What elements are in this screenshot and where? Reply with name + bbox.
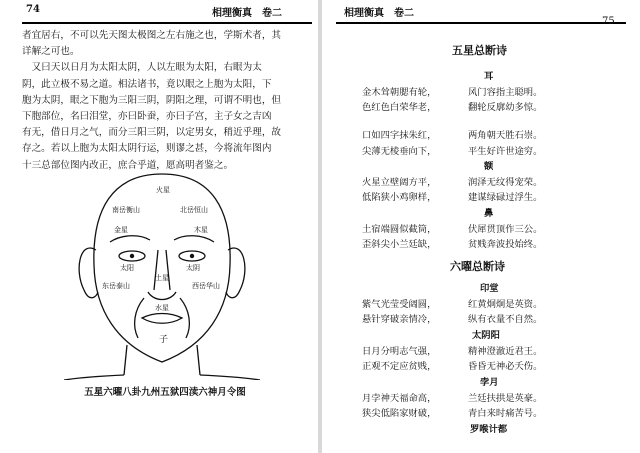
header-rule-right	[336, 22, 626, 24]
page-number-right: 75	[602, 16, 615, 27]
label-brow-left: 金星	[114, 226, 128, 234]
label-eye-right: 太阴	[186, 264, 200, 272]
subheading: 太阴阳	[472, 330, 500, 341]
verse-line: 紫气光莹受阔圆，	[362, 299, 437, 310]
brow-left	[110, 236, 150, 242]
verse-line: 翻轮反廓幼多惊。	[468, 102, 543, 113]
verse-line: 土宿端圆似截筒，	[362, 224, 437, 235]
subheading: 额	[484, 161, 494, 172]
page-number-left: 74	[26, 4, 40, 15]
verse-line: 正观不定应贫贱，	[362, 361, 437, 372]
right-page	[322, 0, 640, 453]
head-outline	[94, 174, 230, 362]
subheading: 孛月	[480, 377, 499, 388]
subheading: 耳	[484, 71, 494, 82]
text-line: 十三总部位图内改正，庶合乎道，愿高明者鉴之。	[22, 159, 234, 171]
label-top: 火星	[156, 186, 170, 194]
subheading: 印堂	[480, 283, 499, 294]
label-cheek-right: 西岳华山	[192, 282, 220, 290]
subheading: 鼻	[484, 208, 494, 219]
verse-line: 尖薄无棱垂向下，	[362, 146, 437, 157]
verse-line: 青白来时痛苦号。	[468, 408, 543, 419]
section-title-five-stars: 五星总断诗	[452, 44, 507, 57]
verse-line: 金木耸朝腮有轮，	[362, 87, 437, 98]
nose-ridge	[154, 250, 170, 290]
verse-line: 红黄炯炯是英资。	[468, 299, 543, 310]
verse-line: 兰廷扶拱是英豪。	[468, 393, 543, 404]
pupil-right	[190, 254, 194, 258]
pupil-left	[130, 254, 134, 258]
brow-right	[174, 236, 214, 242]
verse-line: 平生好许世途穷。	[468, 146, 543, 157]
text-line: 阴，此立极不易之道。相法诸书，竟以眼之上胞为太阳，下	[22, 78, 272, 90]
header-rule-left	[22, 22, 312, 24]
text-line: 又曰天以日月为太阳太阴，人以左眼为太阳，右眼为太	[22, 62, 262, 74]
running-head-left: 相理衡真 卷二	[212, 8, 282, 19]
section-title-six-luminaries: 六曜总断诗	[450, 260, 505, 273]
face-diagram	[62, 170, 262, 380]
verse-line: 狭尖低陷家财破，	[362, 408, 437, 419]
text-line: 存之。若以上胞为太阳太阴行运，则谬之甚，今将流年图内	[22, 143, 272, 155]
running-head-right: 相理衡真 卷二	[344, 8, 414, 19]
verse-line: 月孛神天福命高，	[362, 393, 437, 404]
text-line: 胞为太阴，眼之下胞为三阳三阴，阴阳之理，可谓不明也，但	[22, 94, 282, 106]
verse-line: 低陷狭小鸡卵样，	[362, 192, 437, 203]
verse-line: 色红色白荣华老，	[362, 102, 437, 113]
ear-right	[226, 248, 245, 298]
verse-line: 昏昏无神必夭伤。	[468, 361, 543, 372]
label-brow-right: 木星	[194, 226, 208, 234]
verse-line: 纵有衣量不自然。	[468, 314, 543, 325]
verse-line: 伏犀贯顶作三公。	[468, 224, 543, 235]
subheading: 罗喉计都	[470, 424, 508, 435]
body-paragraph	[22, 28, 312, 174]
text-line: 下胞部位，名曰泪堂，亦曰卧蚕，亦曰子宫，主子女之吉凶	[22, 111, 272, 123]
label-eye-left: 太阳	[120, 264, 134, 272]
label-nose: 土星	[155, 274, 169, 282]
label-cheek-left: 东岳泰山	[102, 282, 130, 290]
verse-line: 火星立壁阔方平，	[362, 177, 437, 188]
text-line: 者宜居右，不可以先天图太极图之左右施之也，学斯术者，其	[22, 30, 282, 41]
label-mouth: 水星	[155, 304, 169, 312]
verse-line: 建谋绿碌过浮生。	[468, 192, 543, 203]
nose-base	[148, 292, 176, 300]
neck	[124, 345, 200, 375]
verse-line: 润泽无纹得宠荣。	[468, 177, 543, 188]
figure-caption: 五星六曜八卦九州五狱四渎六神月令图	[84, 387, 246, 398]
ear-left	[79, 248, 98, 298]
verse-line: 日月分明志气强，	[362, 346, 437, 357]
verse-line: 精神澄澈近君王。	[468, 346, 543, 357]
verse-line: 贫贱奔波投始终。	[468, 239, 543, 250]
verse-line: 歪斜尖小兰廷缺，	[362, 239, 437, 250]
text-line: 详解之可也。	[22, 46, 80, 58]
shoulders	[64, 375, 260, 380]
left-page	[0, 0, 318, 453]
verse-line: 风门容指主聪明。	[468, 87, 543, 98]
label-forehead-left: 南岳衡山	[112, 206, 140, 214]
mouth	[142, 314, 182, 324]
verse-line: 悬针穿破亲情冷，	[362, 314, 437, 325]
verse-line: 口如四字抹朱红，	[362, 130, 437, 141]
label-chin: 子	[159, 335, 169, 345]
text-line: 有无，借日月之气，而分三阳三阴，以定男女，稍近乎理，故	[22, 127, 282, 139]
label-forehead-right: 北岳恒山	[180, 206, 208, 214]
verse-line: 两角朝天胜石崇。	[468, 130, 543, 141]
